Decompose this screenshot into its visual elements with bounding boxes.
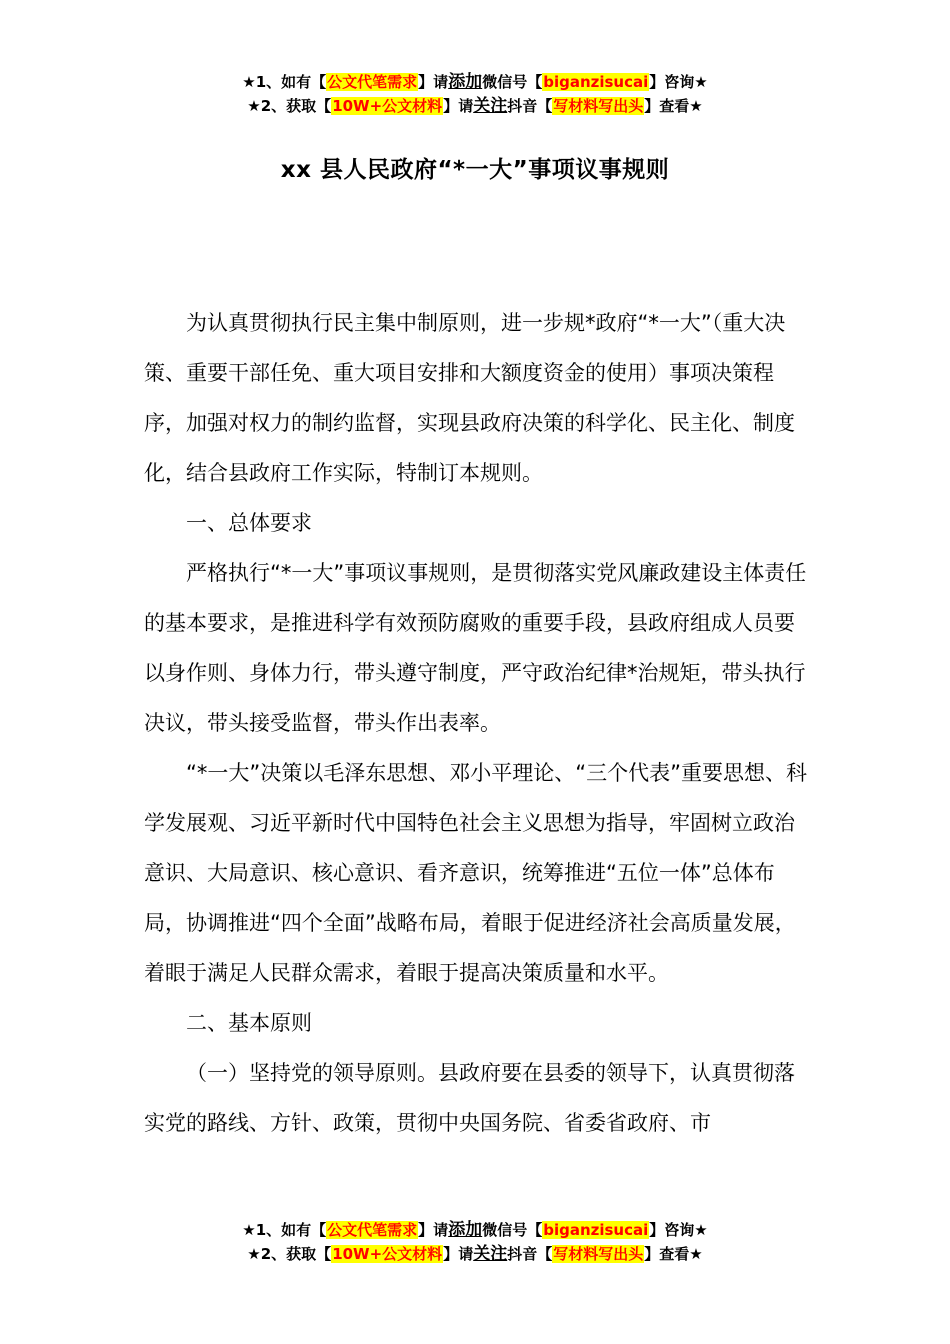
banner-line-1: [0, 1218, 950, 1242]
banner-text: 】咨询★: [649, 1221, 708, 1239]
banner-text: 微信号【: [482, 1221, 543, 1239]
banner-highlight: biganzisucai: [543, 73, 649, 91]
banner-text: 抖音【: [507, 97, 553, 115]
banner-text: ★1、如有【: [242, 73, 327, 91]
banner-highlight: biganzisucai: [543, 1221, 649, 1239]
banner-text: 】咨询★: [649, 73, 708, 91]
section-heading: 一、总体要求: [186, 511, 312, 535]
banner-text: ★2、获取【: [247, 1245, 332, 1263]
banner-line-2: [0, 1242, 950, 1266]
section-heading: 二、基本原则: [186, 1011, 312, 1035]
banner-text: 微信号【: [482, 73, 543, 91]
banner-text: ★1、如有【: [242, 1221, 327, 1239]
paragraph: （一）坚持党的领导原则。县政府要在县委的领导下，认真贯彻落实党的路线、方针、政策，贯彻中央国务院、省委省政府、市: [144, 1061, 795, 1135]
top-banner: [0, 70, 950, 118]
banner-highlight: 写材料写出头: [553, 97, 644, 115]
paragraph: “*一大”决策以毛泽东思想、邓小平理论、“三个代表”重要思想、科学发展观、习近平新时代中国特色社会主义思想为指导，牢固树立政治意识、大局意识、核心意识、看齐意识，统筹推进“五位一体”总体布局，协调推进“四个全面”战略布局，着眼于促进经济社会高质量发展，着眼于满足人民群众需求，着眼于提高决策质量和水平。: [144, 761, 808, 985]
banner-line-2: [0, 94, 950, 118]
banner-emphasis: 添加: [448, 1220, 483, 1240]
banner-highlight: 10W+公文材料: [332, 97, 443, 115]
banner-highlight: 公文代笔需求: [327, 1221, 418, 1239]
bottom-banner: [0, 1218, 950, 1266]
banner-text: 】请: [418, 1221, 449, 1239]
banner-emphasis: 关注: [473, 96, 508, 116]
banner-text: 抖音【: [507, 1245, 553, 1263]
banner-text: 】查看★: [644, 1245, 703, 1263]
banner-text: 】查看★: [644, 97, 703, 115]
paragraph: 严格执行“*一大”事项议事规则，是贯彻落实党风廉政建设主体责任的基本要求，是推进科学有效预防腐败的重要手段，县政府组成人员要以身作则、身体力行，带头遵守制度，严守政治纪律*治规矩，带头执行决议，带头接受监督，带头作出表率。: [144, 561, 807, 735]
document-title: xx 县人民政府“*一大”事项议事规则: [280, 157, 670, 183]
banner-text: 】请: [443, 97, 474, 115]
banner-highlight: 10W+公文材料: [332, 1245, 443, 1263]
banner-text: 】请: [418, 73, 449, 91]
paragraph: 为认真贯彻执行民主集中制原则，进一步规*政府“*一大”（重大决策、重要干部任免、重大项目安排和大额度资金的使用）事项决策程序，加强对权力的制约监督，实现县政府决策的科学化、民主化、制度化，结合县政府工作实际，特制订本规则。: [144, 311, 795, 485]
banner-line-1: [0, 70, 950, 94]
banner-emphasis: 添加: [448, 72, 483, 92]
banner-text: ★2、获取【: [247, 97, 332, 115]
banner-text: 】请: [443, 1245, 474, 1263]
banner-highlight: 公文代笔需求: [327, 73, 418, 91]
banner-highlight: 写材料写出头: [553, 1245, 644, 1263]
banner-emphasis: 关注: [473, 1244, 508, 1264]
document-body: [144, 298, 808, 1148]
